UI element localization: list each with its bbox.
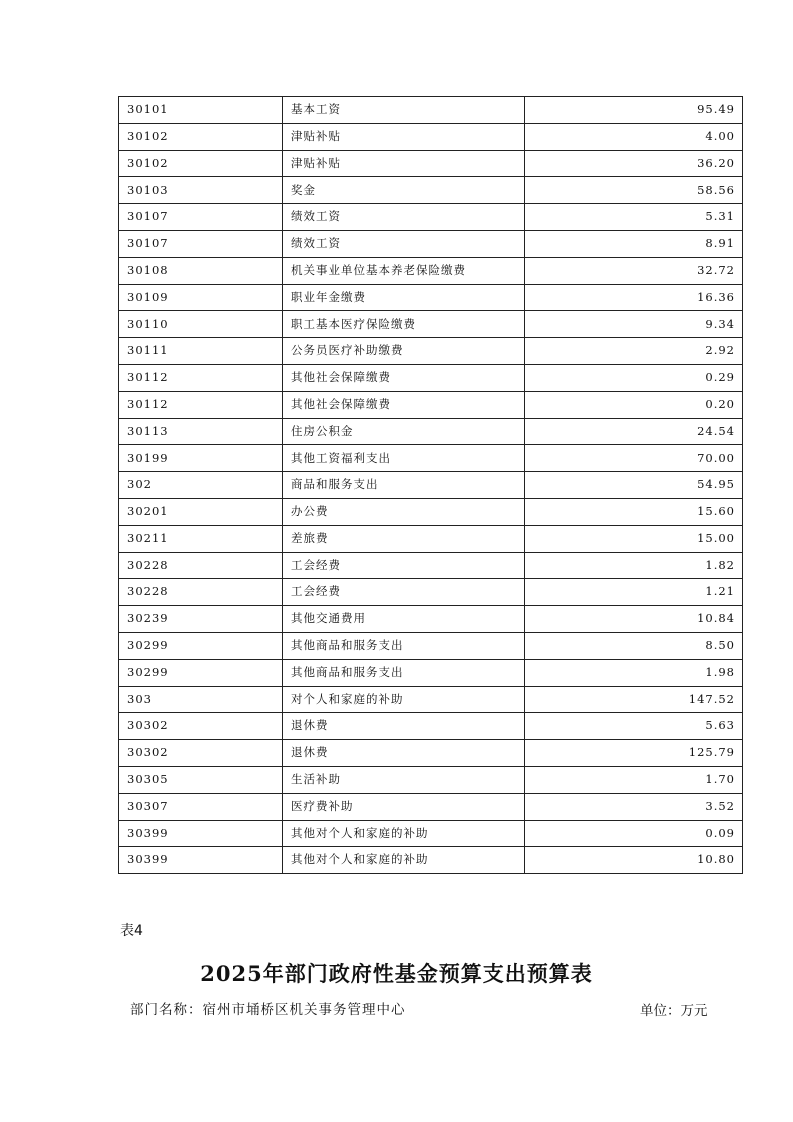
row-code: 30107 — [119, 230, 283, 257]
table-row — [119, 284, 743, 311]
row-amount: 147.52 — [525, 686, 743, 713]
row-amount: 0.20 — [525, 391, 743, 418]
table-row — [119, 445, 743, 472]
row-code: 30228 — [119, 552, 283, 579]
row-code: 30399 — [119, 847, 283, 874]
table-row — [119, 606, 743, 633]
row-code: 30299 — [119, 632, 283, 659]
table-row — [119, 177, 743, 204]
table-row — [119, 632, 743, 659]
row-amount: 54.95 — [525, 472, 743, 499]
row-code: 30110 — [119, 311, 283, 338]
row-amount: 8.50 — [525, 632, 743, 659]
row-name: 津贴补贴 — [283, 123, 525, 150]
row-code: 30112 — [119, 364, 283, 391]
row-amount: 1.98 — [525, 659, 743, 686]
row-name: 职工基本医疗保险缴费 — [283, 311, 525, 338]
row-amount: 1.82 — [525, 552, 743, 579]
table-row — [119, 659, 743, 686]
table-row — [119, 713, 743, 740]
department-name: 部门名称：宿州市埇桥区机关事务管理中心 — [130, 1002, 406, 1018]
row-amount: 0.29 — [525, 364, 743, 391]
row-amount: 58.56 — [525, 177, 743, 204]
row-name: 其他工资福利支出 — [283, 445, 525, 472]
row-amount: 5.63 — [525, 713, 743, 740]
row-code: 30109 — [119, 284, 283, 311]
row-name: 其他商品和服务支出 — [283, 659, 525, 686]
row-amount: 9.34 — [525, 311, 743, 338]
row-code: 30108 — [119, 257, 283, 284]
row-code: 303 — [119, 686, 283, 713]
row-name: 公务员医疗补助缴费 — [283, 338, 525, 365]
row-name: 其他社会保障缴费 — [283, 364, 525, 391]
row-name: 绩效工资 — [283, 204, 525, 231]
table-row — [119, 740, 743, 767]
row-amount: 0.09 — [525, 820, 743, 847]
row-name: 工会经费 — [283, 579, 525, 606]
row-code: 30307 — [119, 793, 283, 820]
table-row — [119, 150, 743, 177]
row-amount: 1.21 — [525, 579, 743, 606]
table-row — [119, 311, 743, 338]
row-code: 30102 — [119, 150, 283, 177]
row-name: 工会经费 — [283, 552, 525, 579]
row-name: 退休费 — [283, 740, 525, 767]
row-amount: 15.60 — [525, 498, 743, 525]
row-name: 办公费 — [283, 498, 525, 525]
table-row — [119, 257, 743, 284]
row-name: 机关事业单位基本养老保险缴费 — [283, 257, 525, 284]
row-code: 302 — [119, 472, 283, 499]
row-amount: 2.92 — [525, 338, 743, 365]
row-name: 其他对个人和家庭的补助 — [283, 847, 525, 874]
row-amount: 4.00 — [525, 123, 743, 150]
row-name: 职业年金缴费 — [283, 284, 525, 311]
table-row — [119, 418, 743, 445]
table-row — [119, 847, 743, 874]
row-code: 30101 — [119, 97, 283, 124]
row-name: 其他交通费用 — [283, 606, 525, 633]
row-amount: 125.79 — [525, 740, 743, 767]
row-amount: 70.00 — [525, 445, 743, 472]
row-code: 30113 — [119, 418, 283, 445]
row-name: 生活补助 — [283, 766, 525, 793]
row-amount: 5.31 — [525, 204, 743, 231]
table-row — [119, 364, 743, 391]
unit-label: 单位：万元 — [640, 1003, 708, 1019]
row-code: 30111 — [119, 338, 283, 365]
row-amount: 36.20 — [525, 150, 743, 177]
table-row — [119, 579, 743, 606]
table-row — [119, 793, 743, 820]
row-amount: 32.72 — [525, 257, 743, 284]
row-name: 差旅费 — [283, 525, 525, 552]
row-name: 其他社会保障缴费 — [283, 391, 525, 418]
row-code: 30302 — [119, 713, 283, 740]
row-amount: 10.84 — [525, 606, 743, 633]
row-name: 奖金 — [283, 177, 525, 204]
table-row — [119, 552, 743, 579]
row-code: 30239 — [119, 606, 283, 633]
row-amount: 95.49 — [525, 97, 743, 124]
row-amount: 8.91 — [525, 230, 743, 257]
row-code: 30102 — [119, 123, 283, 150]
table-row — [119, 820, 743, 847]
table-row — [119, 498, 743, 525]
row-code: 30199 — [119, 445, 283, 472]
page-title: 2025年部门政府性基金预算支出预算表 — [200, 961, 593, 986]
table-row — [119, 391, 743, 418]
row-amount: 10.80 — [525, 847, 743, 874]
table-row — [119, 97, 743, 124]
row-code: 30228 — [119, 579, 283, 606]
budget-table — [118, 96, 743, 874]
row-code: 30305 — [119, 766, 283, 793]
table-label: 表4 — [120, 923, 143, 939]
row-name: 津贴补贴 — [283, 150, 525, 177]
row-code: 30103 — [119, 177, 283, 204]
row-name: 其他对个人和家庭的补助 — [283, 820, 525, 847]
row-amount: 3.52 — [525, 793, 743, 820]
row-code: 30399 — [119, 820, 283, 847]
table-row — [119, 686, 743, 713]
table-row — [119, 525, 743, 552]
row-name: 基本工资 — [283, 97, 525, 124]
row-amount: 24.54 — [525, 418, 743, 445]
row-name: 对个人和家庭的补助 — [283, 686, 525, 713]
row-amount: 16.36 — [525, 284, 743, 311]
row-amount: 1.70 — [525, 766, 743, 793]
table-row — [119, 766, 743, 793]
table-row — [119, 472, 743, 499]
table-row — [119, 338, 743, 365]
row-name: 医疗费补助 — [283, 793, 525, 820]
budget-table-body — [119, 97, 743, 874]
row-name: 商品和服务支出 — [283, 472, 525, 499]
row-name: 绩效工资 — [283, 230, 525, 257]
row-amount: 15.00 — [525, 525, 743, 552]
row-code: 30107 — [119, 204, 283, 231]
row-code: 30211 — [119, 525, 283, 552]
row-code: 30302 — [119, 740, 283, 767]
table-row — [119, 204, 743, 231]
table-row — [119, 230, 743, 257]
row-name: 其他商品和服务支出 — [283, 632, 525, 659]
row-code: 30299 — [119, 659, 283, 686]
row-code: 30201 — [119, 498, 283, 525]
row-code: 30112 — [119, 391, 283, 418]
row-name: 住房公积金 — [283, 418, 525, 445]
row-name: 退休费 — [283, 713, 525, 740]
table-row — [119, 123, 743, 150]
